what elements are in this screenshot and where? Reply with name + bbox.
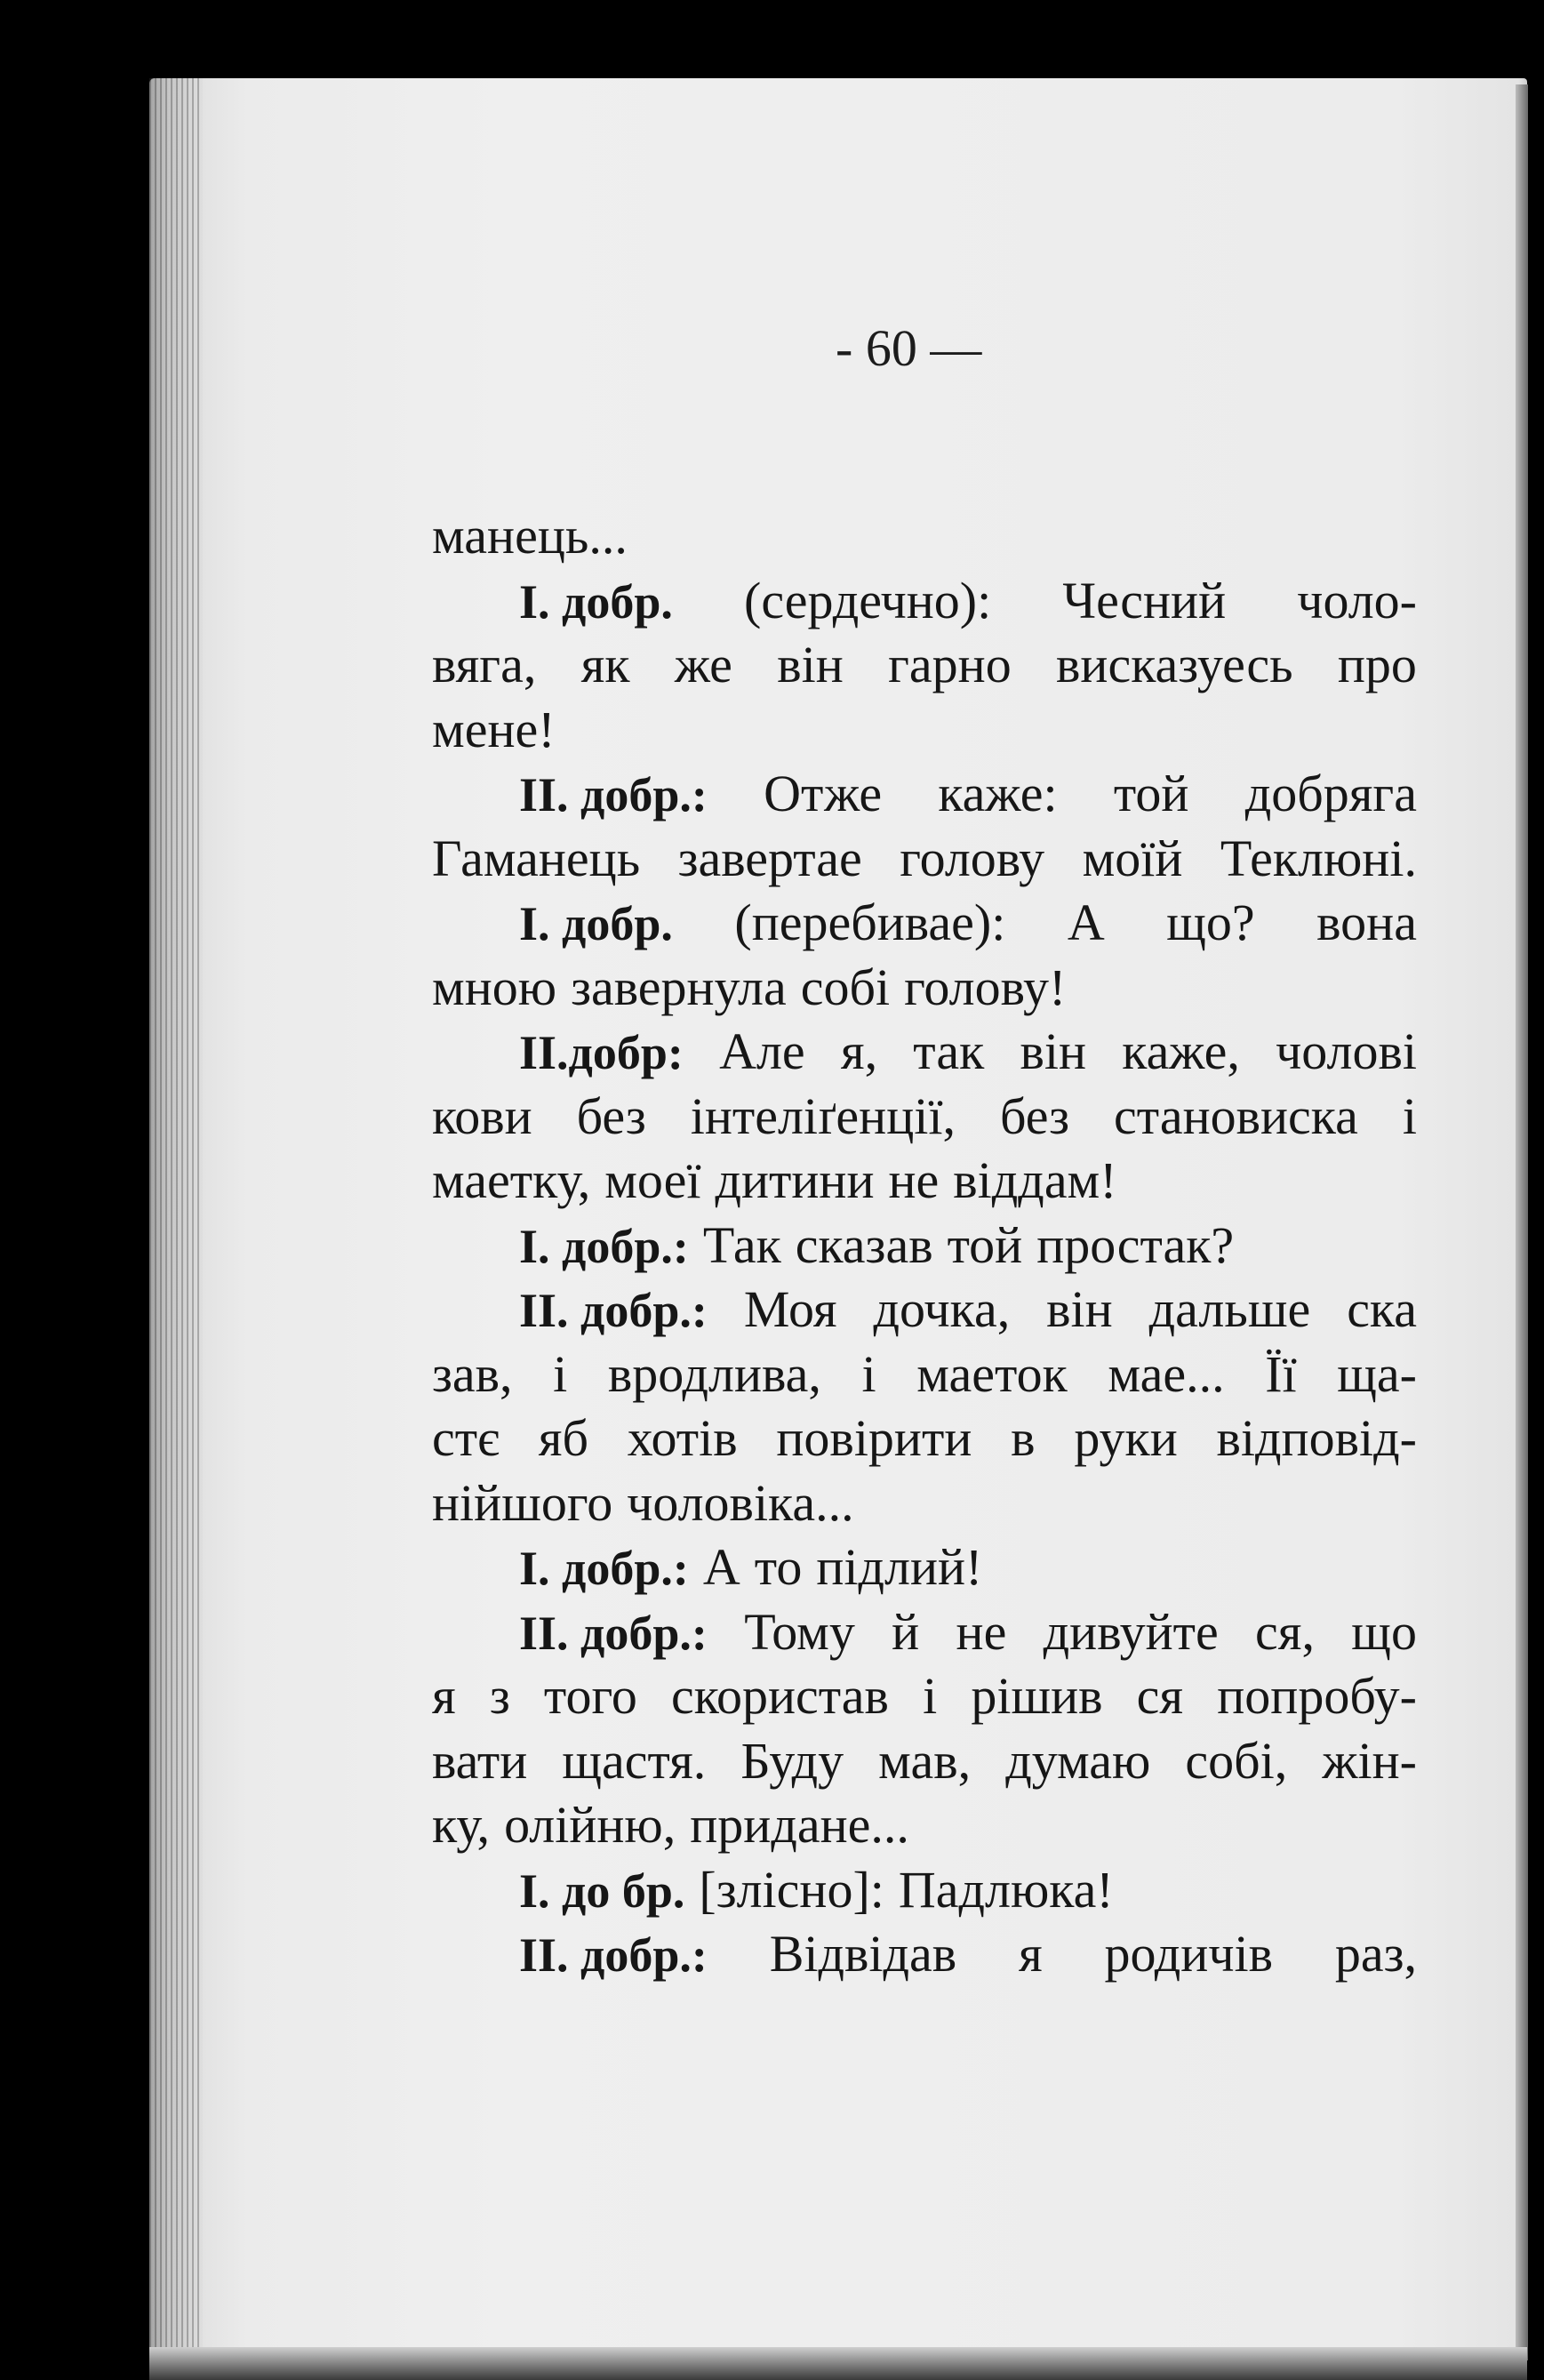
word: сказав [795,1215,933,1274]
word: і [553,1344,568,1403]
text-line [432,1600,1417,1665]
word: Але [719,1022,805,1080]
word: добряга [1244,765,1417,822]
word: ся [1136,1667,1184,1725]
word: ща- [1337,1344,1417,1403]
word: олійню, [504,1796,676,1854]
word: руки [1074,1409,1178,1467]
word: Її [1265,1344,1297,1403]
word: становиска [1114,1086,1358,1145]
speaker-label: II.добр: [519,1026,684,1079]
play-text [432,504,1417,1987]
word: дивуйте [1043,1602,1219,1661]
speaker-label: І. добр.: [519,1542,689,1595]
text-line [432,633,1417,698]
text-line [432,1471,1417,1536]
word: Відвідав [769,1925,957,1983]
word: завернула [571,958,787,1016]
word: родичів [1104,1925,1274,1983]
word: він [1046,1280,1113,1338]
word: вона [1316,894,1417,951]
word: Отже [764,765,883,822]
text-line [432,1922,1417,1987]
page-stack-edge [149,78,203,2363]
word: думаю [1005,1731,1151,1790]
word: каже, [1122,1022,1240,1080]
word: дальше [1148,1280,1311,1338]
word: ска [1347,1280,1417,1338]
word: же [674,636,732,693]
word: дочка, [873,1280,1011,1338]
speaker-label: II. добр.: [519,1284,708,1337]
text-line [432,1085,1417,1150]
word: каже: [938,765,1058,822]
word: моеї [604,1151,701,1209]
word: Тому [744,1602,855,1661]
word: собі [800,958,891,1016]
word: Моя [743,1280,837,1338]
word: маетку, [432,1151,591,1209]
word: Чесний [1062,571,1227,629]
word: він [777,636,844,693]
page-number: - 60 — [836,319,982,377]
word: Теклюні. [1220,829,1417,887]
word: я, [840,1022,878,1080]
word: манець... [432,507,628,565]
text-line [432,698,1417,763]
word: без [999,1086,1070,1145]
word: маеток [916,1344,1068,1403]
word: голову [900,829,1045,887]
word: попробу- [1217,1667,1417,1725]
word: без [576,1086,646,1145]
word: мене! [432,700,556,758]
speaker-label: II. добр.: [519,1606,708,1660]
word: ся, [1255,1602,1315,1661]
text-line [432,1278,1417,1342]
word: що [1351,1602,1417,1661]
text-line [432,1535,1417,1600]
word: той [947,1215,1023,1274]
word: вяга, [432,636,537,693]
text-line [432,1406,1417,1471]
text-line [432,1664,1417,1729]
word: чоловіка... [627,1473,854,1532]
word: раз, [1334,1925,1417,1983]
word: і [923,1667,938,1725]
word: моїй [1082,829,1183,887]
word: не [956,1602,1007,1661]
word: про [1337,636,1417,693]
text-line [432,827,1417,892]
word: мае... [1108,1344,1225,1403]
word: того [543,1667,637,1725]
word: хотів [627,1409,738,1467]
word: зав, [432,1344,513,1403]
word: підлий! [816,1538,983,1596]
word: в [1011,1409,1036,1467]
word: скористав [670,1667,889,1725]
text-line [432,891,1417,956]
text-line [432,1214,1417,1278]
word: вродлива, [607,1344,821,1403]
page-right-edge [1516,84,1528,2360]
word: гарно [888,636,1012,693]
word: чоло- [1297,571,1417,629]
speaker-label: І. добр. [519,574,673,629]
stage-direction: (перебивае): [734,894,1006,951]
word: яб [538,1409,588,1467]
word: А [1067,894,1105,951]
word: Падлюка! [898,1860,1114,1919]
word: що? [1166,894,1255,951]
word: як [580,636,630,693]
word: не [888,1151,940,1209]
word: придане... [690,1796,909,1854]
word: то [754,1538,803,1596]
word: мною [432,958,557,1016]
word: з [489,1667,510,1725]
text-line [432,569,1417,634]
word: я [1018,1925,1043,1983]
word: я [432,1667,456,1725]
word: голову! [904,958,1067,1016]
speaker-label: II. добр.: [519,1928,708,1982]
word: він [1020,1022,1087,1080]
word: і [1402,1086,1417,1145]
word: висказуесь [1056,636,1293,693]
word: і [861,1344,876,1403]
word: А [702,1538,740,1596]
word: стє [432,1409,500,1467]
word: повірити [776,1409,972,1467]
word: інтеліґенції, [690,1086,956,1145]
word: віддам! [953,1151,1117,1209]
text-line [432,1149,1417,1214]
word: кови [432,1086,532,1145]
text-line [432,956,1417,1021]
word: собі, [1185,1731,1288,1790]
text-line [432,1342,1417,1407]
stage-direction: (сердечно): [744,571,992,629]
speaker-label: І. добр.: [519,1219,689,1273]
word: мав, [878,1731,972,1790]
text-line [432,504,1417,569]
word: вати [432,1731,528,1790]
word: й [892,1602,920,1661]
word: рішив [971,1667,1103,1725]
word: відповід- [1216,1409,1417,1467]
word: щастя. [562,1731,707,1790]
word: Так [702,1215,781,1274]
text-line [432,1020,1417,1085]
word: жін- [1322,1731,1417,1790]
word: Гаманець [432,829,641,887]
word: так [913,1022,985,1080]
page-bottom-edge [149,2347,1527,2380]
stage-direction: [злісно]: [699,1860,884,1919]
word: нійшого [432,1473,613,1532]
word: чолові [1276,1022,1417,1080]
word: ку, [432,1796,491,1854]
word: дитини [715,1151,875,1209]
speaker-label: І. добр. [519,897,673,950]
text-line [432,1793,1417,1858]
text-line [432,1729,1417,1794]
word: завертае [677,829,862,887]
word: Буду [740,1731,844,1790]
text-line [432,762,1417,827]
text-line [432,1858,1417,1923]
speaker-label: І. до бр. [519,1863,685,1918]
word: той [1113,765,1189,822]
speaker-label: II. добр.: [519,768,708,821]
word: простак? [1036,1215,1235,1274]
